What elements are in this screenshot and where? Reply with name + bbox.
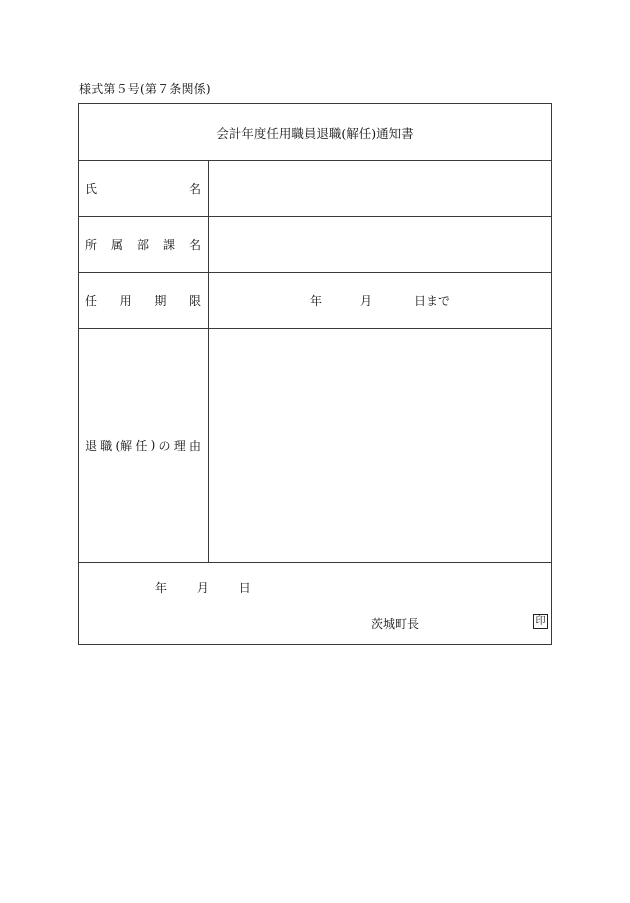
term-month-unit: 月 (359, 294, 372, 308)
form-number-label: 様式第５号(第７条関係) (79, 82, 211, 96)
date-month-unit: 月 (196, 581, 209, 595)
term-day-unit: 日まで (414, 294, 451, 308)
department-label: 所 属 部 課 名 (85, 237, 201, 252)
notice-form (78, 103, 552, 645)
name-label: 氏 名 (85, 181, 201, 196)
term-year-unit: 年 (309, 294, 322, 308)
department-field[interactable] (209, 217, 551, 272)
seal-mark: 印 (533, 614, 548, 629)
reason-label: 退 職 (解 任 ) の 理 由 (85, 438, 201, 453)
term-label: 任 用 期 限 (85, 293, 201, 308)
name-field[interactable] (209, 161, 551, 216)
term-field[interactable] (209, 273, 551, 328)
signer-title: 茨城町長 (371, 617, 420, 631)
reason-field[interactable] (209, 329, 551, 562)
date-year-unit: 年 (155, 581, 168, 595)
form-title: 会計年度任用職員退職(解任)通知書 (216, 126, 414, 141)
date-day-unit: 日 (238, 581, 251, 595)
row-divider (79, 562, 551, 563)
issue-date (155, 579, 251, 596)
